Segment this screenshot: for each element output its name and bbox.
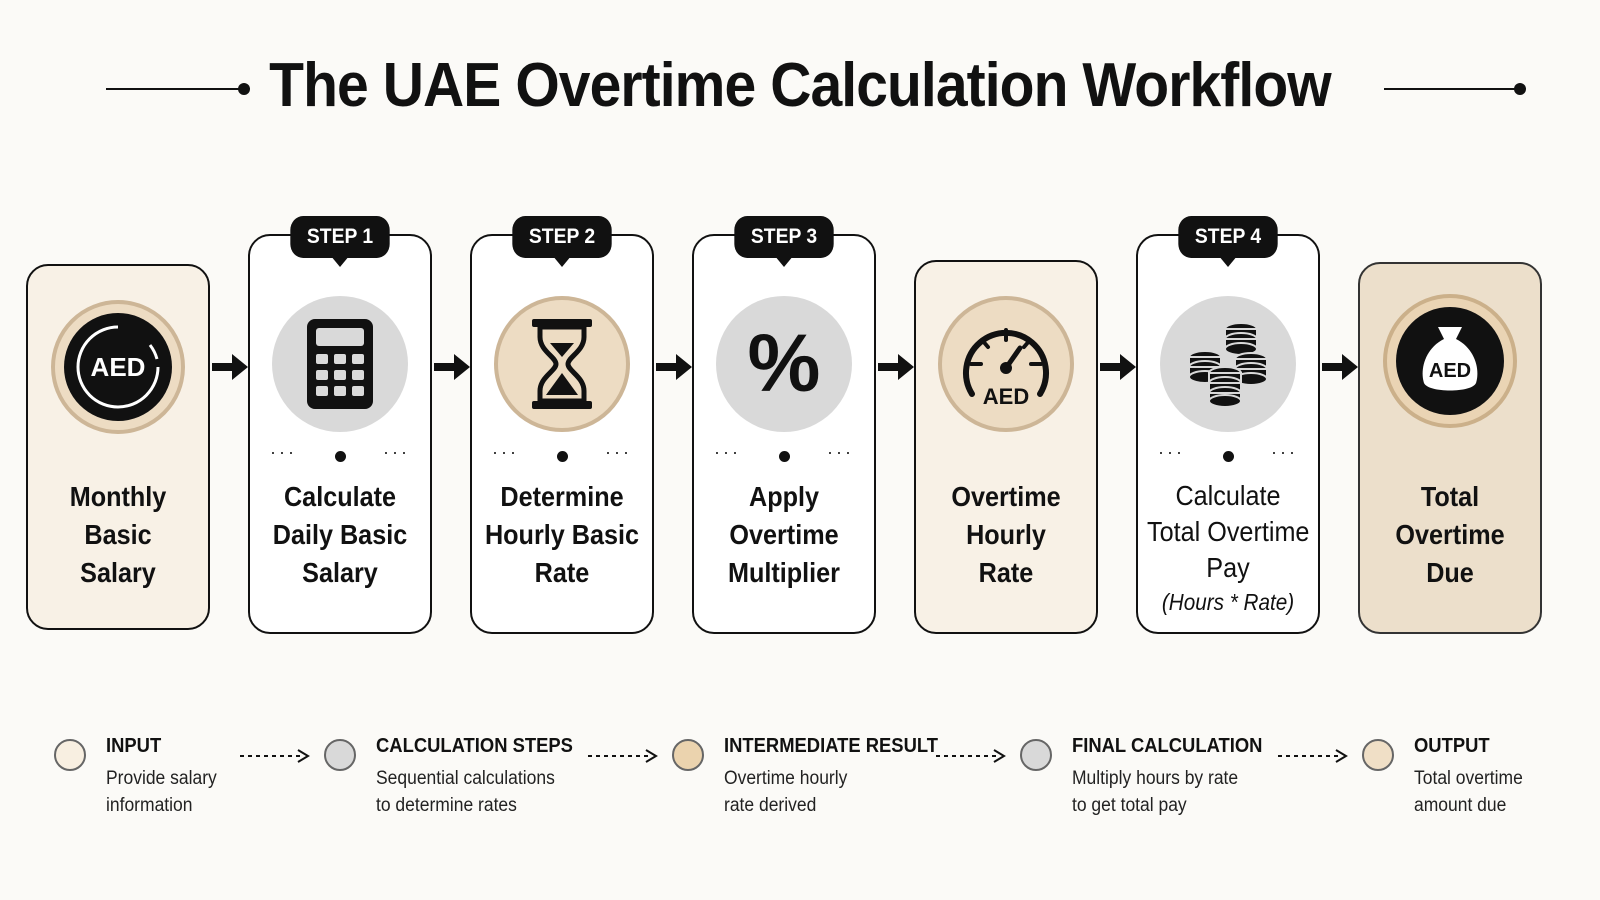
- label-line-1: Calculate: [283, 481, 397, 512]
- title-rule-dot-left: [238, 83, 250, 95]
- step-tag: STEP 1: [290, 216, 389, 258]
- card-step-4: [1136, 225, 1320, 634]
- card-label: [925, 478, 1087, 592]
- legend-title: INPUT: [106, 735, 162, 757]
- separator-dots: ··· ···: [714, 442, 854, 462]
- legend-swatch: [1362, 739, 1394, 771]
- label-line-1: Determine: [500, 481, 624, 512]
- flow-arrow-3: [654, 352, 694, 382]
- legend-swatch: [54, 739, 86, 771]
- separator-dots: ··· ···: [270, 442, 410, 462]
- step-tag: STEP 3: [734, 216, 833, 258]
- title-rule-right: [1384, 88, 1520, 90]
- card-label: [481, 478, 643, 592]
- legend-desc-line-1: Provide salary: [106, 768, 217, 789]
- label-line-1: Overtime: [951, 481, 1061, 512]
- coin-stacks-icon: [1183, 319, 1273, 409]
- label-line-3: Salary: [302, 557, 378, 588]
- label-line-1: Apply: [748, 481, 820, 512]
- icon-circle: [938, 296, 1074, 432]
- label-line-3: Rate: [534, 557, 590, 588]
- legend-desc: [1414, 765, 1523, 819]
- icon-circle: [716, 296, 852, 432]
- money-bag-icon: [1394, 305, 1506, 417]
- icon-circle: [1383, 294, 1517, 428]
- legend-title: FINAL CALCULATION: [1072, 735, 1263, 757]
- legend-desc-line-2: to get total pay: [1072, 795, 1187, 816]
- legend-desc: [376, 765, 555, 819]
- legend-desc: [724, 765, 847, 819]
- label-line-3: Salary: [80, 557, 156, 588]
- legend-desc: [1072, 765, 1238, 819]
- flow-arrow-1: [210, 352, 250, 382]
- card-monthly-basic-salary: [26, 264, 210, 630]
- card-label: [1147, 478, 1309, 618]
- label-line-2: Daily Basic: [272, 519, 408, 550]
- legend-desc-line-1: Multiply hours by rate: [1072, 768, 1239, 789]
- aed-coin-label: AED: [90, 352, 146, 382]
- card-label: [1369, 478, 1531, 592]
- legend-desc-line-2: to determine rates: [376, 795, 517, 816]
- label-line-2: Hourly: [966, 519, 1046, 550]
- card-total-overtime-due: [1358, 262, 1542, 634]
- label-line-3: Rate: [978, 557, 1034, 588]
- calculator-icon: [305, 317, 375, 411]
- label-line-3: Due: [1426, 557, 1474, 588]
- icon-circle: [272, 296, 408, 432]
- money-bag-label: AED: [1428, 360, 1472, 382]
- label-line-1: Total: [1420, 481, 1480, 512]
- legend-title: INTERMEDIATE RESULT: [724, 735, 938, 757]
- card-step-3: [692, 225, 876, 634]
- label-line-3: Multiplier: [727, 557, 840, 588]
- legend-arrow-4: [1276, 748, 1348, 764]
- hourglass-icon: [530, 317, 594, 411]
- label-line-2: Overtime: [729, 519, 839, 550]
- legend-swatch: [324, 739, 356, 771]
- separator-dots: ··· ···: [1158, 442, 1298, 462]
- title-rule-left: [106, 88, 242, 90]
- label-line-3: Pay: [1206, 552, 1250, 583]
- page-title: The UAE Overtime Calculation Workflow: [269, 50, 1331, 120]
- step-tag: STEP 2: [512, 216, 611, 258]
- legend-desc-line-1: Overtime hourly: [724, 768, 848, 789]
- legend-title: CALCULATION STEPS: [376, 735, 573, 757]
- legend-desc-line-2: information: [106, 795, 193, 816]
- speedometer-label: AED: [982, 384, 1030, 409]
- speedometer-icon: [954, 312, 1058, 416]
- legend-title: OUTPUT: [1414, 735, 1490, 757]
- legend-swatch: [1020, 739, 1052, 771]
- aed-coin-icon: [62, 311, 174, 423]
- card-label: [259, 478, 421, 592]
- icon-circle: [494, 296, 630, 432]
- label-line-2: Basic: [84, 519, 152, 550]
- label-line-2: Hourly Basic: [484, 519, 640, 550]
- legend-desc-line-1: Sequential calculations: [376, 768, 555, 789]
- flow-arrow-6: [1320, 352, 1360, 382]
- label-line-1: Calculate: [1175, 480, 1281, 511]
- card-step-1: [248, 225, 432, 634]
- card-overtime-hourly-rate: [914, 260, 1098, 634]
- legend-arrow-2: [586, 748, 658, 764]
- legend-arrow-1: [238, 748, 310, 764]
- step-tag: STEP 4: [1178, 216, 1277, 258]
- legend-arrow-3: [934, 748, 1006, 764]
- legend-desc-line-2: rate derived: [724, 795, 817, 816]
- legend-swatch: [672, 739, 704, 771]
- label-line-2: Overtime: [1395, 519, 1505, 550]
- label-line-2: Total Overtime: [1147, 516, 1310, 547]
- legend-desc: [106, 765, 217, 819]
- title-row: [0, 40, 1600, 130]
- legend-desc-line-1: Total overtime: [1414, 768, 1523, 789]
- card-step-2: [470, 225, 654, 634]
- label-line-1: Monthly: [69, 481, 167, 512]
- percent-icon: %: [747, 318, 821, 409]
- card-label: [703, 478, 865, 592]
- legend-desc-line-2: amount due: [1414, 795, 1507, 816]
- flow-arrow-5: [1098, 352, 1138, 382]
- flow-arrow-2: [432, 352, 472, 382]
- label-subtext: (Hours * Rate): [1161, 589, 1295, 615]
- icon-circle: [1160, 296, 1296, 432]
- flow-arrow-4: [876, 352, 916, 382]
- icon-circle: [51, 300, 185, 434]
- card-label: [37, 478, 199, 592]
- separator-dots: ··· ···: [492, 442, 632, 462]
